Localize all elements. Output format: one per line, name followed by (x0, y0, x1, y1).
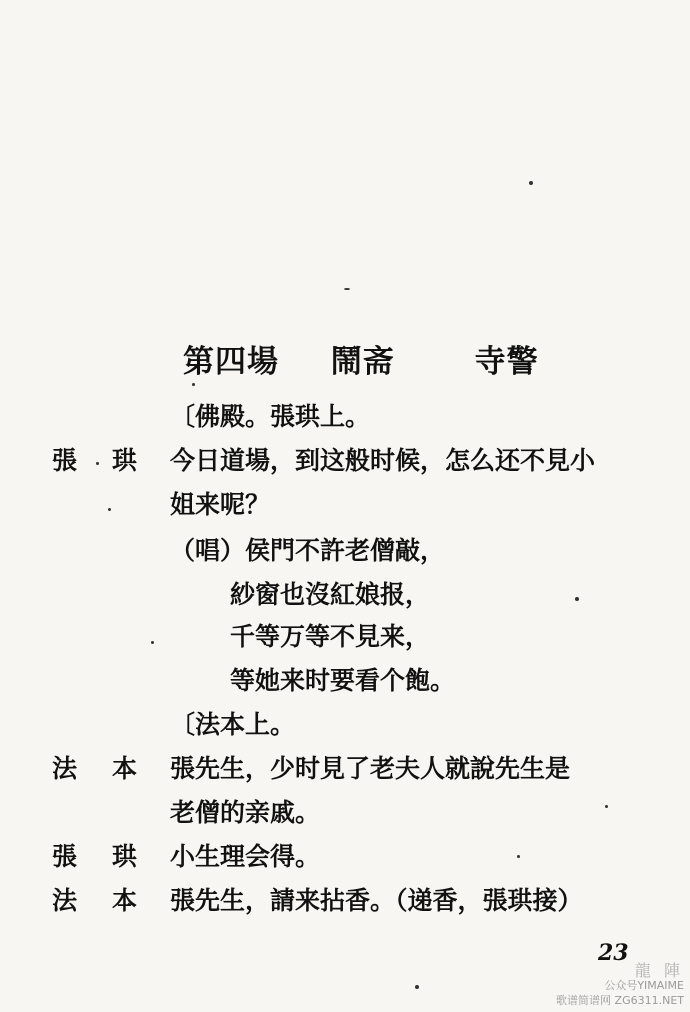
dialogue-line: 張先生，少时見了老夫人就說先生是 (170, 754, 571, 783)
watermark-logo-text: 龍 陣 (634, 961, 684, 980)
scan-speck (151, 641, 154, 644)
song-line: （唱）侯門不許老僧敲， (170, 536, 446, 565)
speaker-char: 法 (52, 886, 78, 915)
speaker-char: 張 (52, 842, 78, 871)
scan-speck (415, 985, 419, 989)
scan-speck (575, 597, 579, 601)
scan-speck (517, 855, 520, 858)
watermark (556, 963, 684, 1008)
speaker-char: 珙 (112, 842, 138, 871)
speaker-char: 本 (112, 886, 138, 915)
scan-speck (344, 288, 350, 290)
speaker-label (52, 842, 142, 872)
speaker-label (52, 754, 142, 784)
dialogue-line: 張先生，請来拈香。（递香，張珙接） (170, 886, 583, 915)
song-line: 紗窗也沒紅娘报， (230, 580, 431, 609)
watermark-account: 公众号YIMAIME (604, 979, 684, 992)
scan-speck (192, 383, 195, 386)
song-line: 等她来时要看个飽。 (230, 666, 456, 695)
dialogue-line: 老僧的亲戚。 (170, 798, 321, 827)
speaker-char: 本 (112, 754, 138, 783)
speaker-char: 張 (52, 446, 78, 475)
speaker-char: 珙 (112, 446, 138, 475)
dialogue-line: 小生理会得。 (170, 842, 321, 871)
speaker-label (52, 886, 142, 916)
dialogue-line: 姐来呢？ (170, 490, 271, 519)
scene-title (183, 336, 539, 381)
page-number: 23 (598, 940, 629, 966)
dialogue-line: 今日道場，到这般时候，怎么还不見小 (170, 446, 596, 475)
speaker-label (52, 446, 142, 476)
scan-speck (605, 805, 608, 808)
stage-direction: 〔法本上。 (170, 710, 296, 739)
scan-speck (529, 181, 533, 185)
watermark-site: 歌谱简谱网 ZG6311.NET (556, 994, 684, 1007)
song-line: 千等万等不見来， (230, 622, 431, 651)
scene-name: 鬧斋 (330, 344, 395, 380)
speaker-char: 法 (52, 754, 78, 783)
scene-number: 第四場 (183, 344, 279, 380)
stage-direction: 〔佛殿。張珙上。 (170, 402, 371, 431)
scan-speck (108, 508, 111, 511)
scene-subtitle: 寺警 (474, 344, 539, 380)
